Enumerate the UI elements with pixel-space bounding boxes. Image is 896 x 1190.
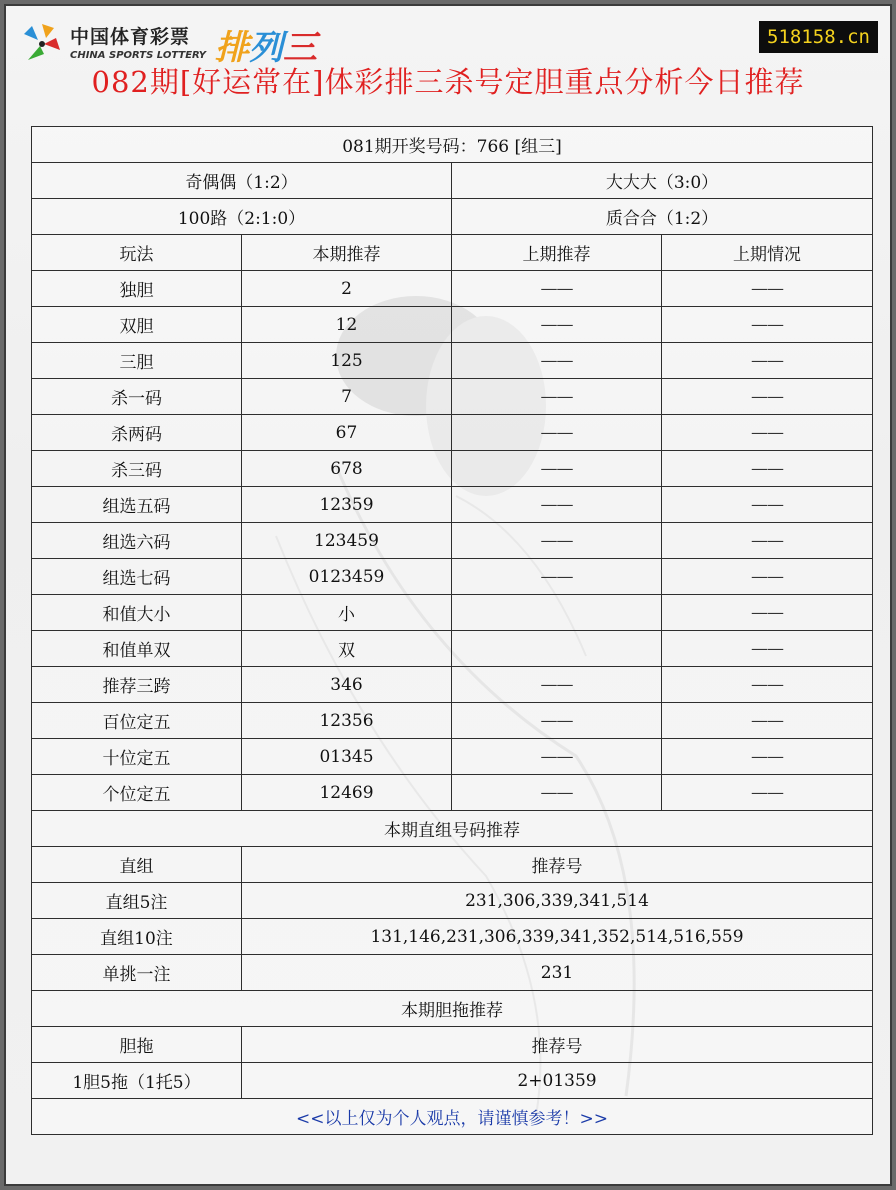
previous-recommendation-cell: ——	[452, 667, 662, 703]
table-row	[32, 559, 873, 595]
table-row	[32, 379, 873, 415]
current-recommendation-cell: 01345	[242, 739, 452, 775]
table-row	[32, 343, 873, 379]
column-header: 本期推荐	[242, 235, 452, 271]
dantuo-value-cell: 2+01359	[242, 1063, 873, 1099]
play-type-cell: 组选五码	[32, 487, 242, 523]
logo-pl-char-3: 三	[283, 28, 317, 68]
previous-recommendation-cell: ——	[452, 523, 662, 559]
current-recommendation-cell: 125	[242, 343, 452, 379]
table-row	[32, 739, 873, 775]
dantuo-section-title-row	[32, 991, 873, 1027]
previous-recommendation-cell: ——	[452, 739, 662, 775]
dantuo-header-value: 推荐号	[242, 1027, 873, 1063]
previous-recommendation-cell: ——	[452, 451, 662, 487]
previous-status-cell: ——	[662, 487, 873, 523]
direct-value-cell: 131,146,231,306,339,341,352,514,516,559	[242, 919, 873, 955]
direct-value-cell: 231,306,339,341,514	[242, 883, 873, 919]
current-recommendation-cell: 7	[242, 379, 452, 415]
column-header-row	[32, 235, 873, 271]
table-row	[32, 775, 873, 811]
footer-note-row	[32, 1099, 873, 1135]
previous-status-cell: ——	[662, 451, 873, 487]
previous-status-cell: ——	[662, 631, 873, 667]
current-recommendation-cell: 双	[242, 631, 452, 667]
current-recommendation-cell: 678	[242, 451, 452, 487]
logo-chinese-text: 中国体育彩票	[70, 26, 191, 48]
play-type-cell: 百位定五	[32, 703, 242, 739]
site-badge[interactable]: 518158.cn	[759, 21, 878, 53]
play-type-cell: 组选七码	[32, 559, 242, 595]
dantuo-label-cell: 1胆5拖（1托5）	[32, 1063, 242, 1099]
current-recommendation-cell: 12469	[242, 775, 452, 811]
direct-header-label: 直组	[32, 847, 242, 883]
direct-value-cell: 231	[242, 955, 873, 991]
play-type-cell: 三胆	[32, 343, 242, 379]
table-row	[32, 271, 873, 307]
table-row	[32, 667, 873, 703]
previous-status-cell: ——	[662, 379, 873, 415]
table-row	[32, 631, 873, 667]
current-recommendation-cell: 0123459	[242, 559, 452, 595]
header	[6, 6, 890, 116]
table-row	[32, 451, 873, 487]
page-title: 082期[好运常在]体彩排三杀号定胆重点分析今日推荐	[91, 65, 805, 99]
logo-pl-char-2: 列	[249, 28, 283, 68]
logo-pl-char-1: 排	[215, 28, 249, 68]
table-row	[32, 415, 873, 451]
play-type-cell: 独胆	[32, 271, 242, 307]
summary-row-2	[32, 199, 873, 235]
previous-recommendation-cell: ——	[452, 775, 662, 811]
big-small-pattern: 大大大（3:0）	[452, 163, 873, 199]
table-row	[32, 703, 873, 739]
previous-status-cell: ——	[662, 415, 873, 451]
play-type-cell: 组选六码	[32, 523, 242, 559]
previous-status-cell: ——	[662, 307, 873, 343]
direct-row	[32, 883, 873, 919]
play-type-cell: 双胆	[32, 307, 242, 343]
previous-recommendation-cell: ——	[452, 559, 662, 595]
logo-english-text: CHINA SPORTS LOTTERY	[70, 50, 207, 61]
play-type-cell: 和值大小	[32, 595, 242, 631]
draw-title-row	[32, 127, 873, 163]
current-recommendation-cell: 12	[242, 307, 452, 343]
previous-recommendation-cell: ——	[452, 271, 662, 307]
play-type-cell: 十位定五	[32, 739, 242, 775]
direct-label-cell: 直组5注	[32, 883, 242, 919]
previous-status-cell: ——	[662, 271, 873, 307]
page-frame	[4, 4, 892, 1186]
odd-even-pattern: 奇偶偶（1:2）	[32, 163, 452, 199]
previous-status-cell: ——	[662, 739, 873, 775]
prime-composite-pattern: 质合合（1:2）	[452, 199, 873, 235]
direct-section-title: 本期直组号码推荐	[32, 811, 873, 847]
direct-row	[32, 955, 873, 991]
direct-row	[32, 919, 873, 955]
previous-status-cell: ——	[662, 775, 873, 811]
dantuo-header-row	[32, 1027, 873, 1063]
dantuo-header-label: 胆拖	[32, 1027, 242, 1063]
play-type-cell: 杀一码	[32, 379, 242, 415]
previous-status-cell: ——	[662, 523, 873, 559]
current-recommendation-cell: 67	[242, 415, 452, 451]
summary-row-1	[32, 163, 873, 199]
current-recommendation-cell: 346	[242, 667, 452, 703]
table-row	[32, 523, 873, 559]
previous-status-cell: ——	[662, 343, 873, 379]
previous-recommendation-cell: ——	[452, 343, 662, 379]
current-recommendation-cell: 12359	[242, 487, 452, 523]
current-recommendation-cell: 2	[242, 271, 452, 307]
direct-label-cell: 单挑一注	[32, 955, 242, 991]
table-row	[32, 307, 873, 343]
prediction-table	[31, 126, 873, 1135]
previous-recommendation-cell: ——	[452, 487, 662, 523]
current-recommendation-cell: 123459	[242, 523, 452, 559]
table-row	[32, 595, 873, 631]
previous-recommendation-cell: ——	[452, 703, 662, 739]
direct-header-row	[32, 847, 873, 883]
footer-note: <<以上仅为个人观点，请谨慎参考！>>	[32, 1099, 873, 1135]
table-row	[32, 487, 873, 523]
play-type-cell: 杀两码	[32, 415, 242, 451]
dantuo-row	[32, 1063, 873, 1099]
play-type-cell: 个位定五	[32, 775, 242, 811]
draw-title: 081期开奖号码：766 [组三]	[32, 127, 873, 163]
column-header: 上期情况	[662, 235, 873, 271]
direct-header-value: 推荐号	[242, 847, 873, 883]
column-header: 上期推荐	[452, 235, 662, 271]
direct-label-cell: 直组10注	[32, 919, 242, 955]
play-type-cell: 和值单双	[32, 631, 242, 667]
play-type-cell: 推荐三跨	[32, 667, 242, 703]
previous-recommendation-cell	[452, 595, 662, 631]
dantuo-section-title: 本期胆拖推荐	[32, 991, 873, 1027]
current-recommendation-cell: 小	[242, 595, 452, 631]
column-header: 玩法	[32, 235, 242, 271]
previous-recommendation-cell: ——	[452, 307, 662, 343]
previous-recommendation-cell: ——	[452, 379, 662, 415]
play-type-cell: 杀三码	[32, 451, 242, 487]
road-pattern: 100路（2:1:0）	[32, 199, 452, 235]
current-recommendation-cell: 12356	[242, 703, 452, 739]
previous-status-cell: ——	[662, 703, 873, 739]
previous-status-cell: ——	[662, 667, 873, 703]
previous-status-cell: ——	[662, 559, 873, 595]
previous-status-cell: ——	[662, 595, 873, 631]
previous-recommendation-cell	[452, 631, 662, 667]
previous-recommendation-cell: ——	[452, 415, 662, 451]
direct-section-title-row	[32, 811, 873, 847]
